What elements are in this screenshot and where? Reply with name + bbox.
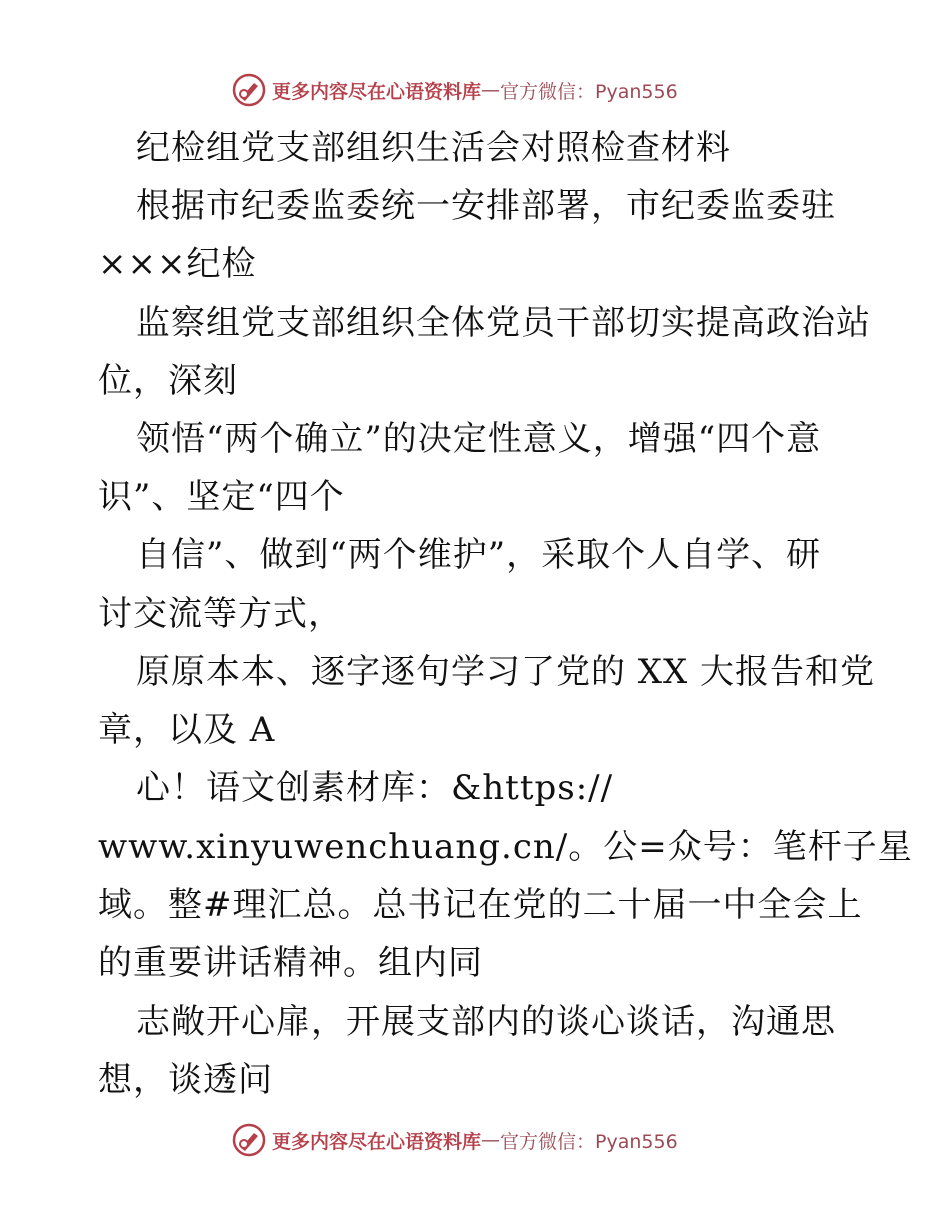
footer-watermark	[232, 1122, 752, 1158]
text-line: 想，谈透问	[98, 1060, 273, 1100]
text-line: 章，以及 A	[98, 710, 276, 750]
text-line: 领悟“两个确立”的决定性意义，增强“四个意	[136, 419, 822, 459]
text-line: 监察组党支部组织全体党员干部切实提高政治站	[136, 303, 871, 343]
header-watermark	[232, 72, 752, 108]
text-line: 原原本本、逐字逐句学习了党的 XX 大报告和党	[136, 652, 876, 692]
watermark-separator: —	[481, 1129, 501, 1151]
watermark-brand: 更多内容尽在心语资料库	[272, 1130, 482, 1153]
text-line: 心！语文创素材库：&https://	[136, 768, 614, 808]
document-title: 纪检组党支部组织生活会对照检查材料	[136, 128, 731, 168]
watermark-separator: —	[481, 79, 501, 101]
text-line: ×××纪检	[98, 244, 257, 284]
text-line: 的重要讲话精神。组内同	[98, 943, 483, 983]
text-line: www.xinyuwenchuang.cn/。公=众号：笔杆子星	[98, 827, 913, 867]
text-line: 根据市纪委监委统一安排部署，市纪委监委驻	[136, 186, 836, 226]
text-line: 讨交流等方式，	[98, 594, 343, 634]
text-line: 志敞开心扉，开展支部内的谈心谈话，沟通思	[136, 1002, 836, 1042]
watermark-contact: 官方微信：Pyan556	[500, 80, 678, 103]
watermark-contact: 官方微信：Pyan556	[500, 1130, 678, 1153]
pen-logo-icon	[232, 73, 266, 107]
text-line: 位，深刻	[98, 361, 238, 401]
pen-logo-icon	[232, 1123, 266, 1157]
watermark-brand: 更多内容尽在心语资料库	[272, 80, 482, 103]
text-line: 域。整#理汇总。总书记在党的二十届一中全会上	[98, 885, 863, 925]
text-line: 自信”、做到“两个维护”，采取个人自学、研	[136, 535, 822, 575]
text-line: 识”、坚定“四个	[98, 477, 345, 517]
